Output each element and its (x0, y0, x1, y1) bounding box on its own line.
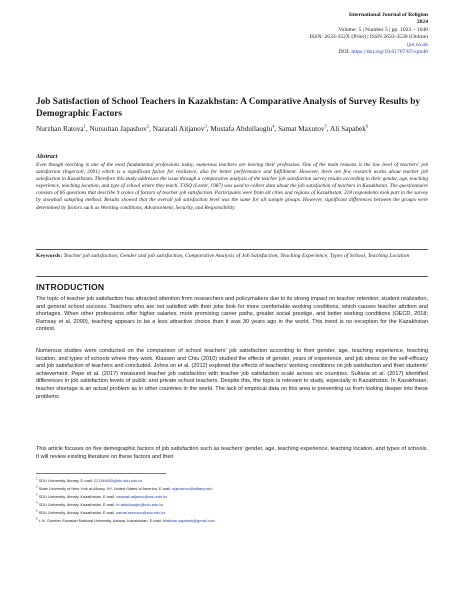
author-affiliation-mark: 1 (83, 123, 86, 129)
footnote (36, 494, 428, 499)
introduction-heading: INTRODUCTION (36, 282, 105, 292)
author-affiliation-mark: 2 (146, 123, 150, 129)
keywords-label: Keywords: (36, 253, 63, 259)
volume-line: Volume: 5 | Number 5 | pp. 1023 – 1040 (338, 26, 428, 33)
intro-paragraph-1: The topic of teacher job satisfaction has attracted attention from researchers and policymakers due to its strong impact on teacher retention, student realization, and general school success. Teachers who are not satisfied with their jobs look for more comfortable working conditions, which causes teacher attrition and shortages. When other professions offer higher salaries, more promising career paths, greater social prestige, and better working conditions (OECD, 2018; Ramsay et al, 2000), teaching appears to be a less attractive choice than it was 30 years ago in the world. This trend is no exception for the Kazakhstan context. (36, 296, 428, 333)
author-affiliation-mark: 4 (272, 123, 275, 129)
footnote-affiliation: SDU University, Almaty, Kazakhstan, E-mail: (38, 510, 117, 516)
author-affiliation-mark: 6 (365, 123, 369, 129)
author-affiliation-mark: 3 (204, 123, 207, 129)
footnote-mark: 2 (36, 484, 38, 489)
doi-line (208, 49, 428, 56)
footnote-email-link[interactable]: samat.maxutov@sdu.edu.kz (116, 510, 166, 516)
footnote-affiliation: SDU University, Almaty, Kazakhstan, E-mail: (38, 502, 117, 508)
footnote-email-link[interactable]: 221346005@stu.sdu.edu.kz (93, 478, 143, 483)
footnote-email-link[interactable]: njapashov@albany.edu (172, 486, 213, 492)
footnote (36, 510, 428, 515)
doi-link[interactable]: https://doi.org/10.61707/07cqrn46 (351, 49, 428, 56)
intro-paragraph-2: Numerous studies were conducted on the comparison of school teachers' job satisfaction according to their gender, age, teaching experience, teaching location, and types of schools where they work. Klassen and Chiu (2010) studied the effects of gender, years of experience, and job stress on the self-efficacy and job satisfaction of teachers and concluded. Johns on et al. (2012) explored the effects of teachers' working conditions on job satisfaction and their students' achievement. Pepe et al. (2017) measured teacher job satisfaction with teacher job satisfaction scale across six countries. Sultana et al. (2017) identified differences in job satisfaction levels of public and private school teachers. Despite this, the topic is relevant to study, especially in Kazakhstan. In Kazakhstan, teacher shortage is an actual problem as in other countries in the world. The lack of empirical data on this area is preventing us from looking deeper into these problems. (36, 348, 428, 400)
keywords (36, 253, 428, 260)
author-list: Nurzhan Ratova$^1$, Nursultan Japashov$^2$, Nazarali Aitjanov$^3$, Mustafa Abdullaoglu$^4$, Samat Maxutov$^5$, Ali Sapabek$^6$ (36, 123, 369, 133)
footnote-mark: 3 (36, 492, 38, 497)
footnote (36, 518, 428, 523)
footnote (36, 478, 428, 483)
paper-title: Job Satisfaction of School Teachers in Kazakhstan: A Comparative Analysis of Survey Results by Demographic Factors (36, 97, 421, 119)
footnote-mark: 5 (36, 509, 38, 514)
journal-header (208, 12, 428, 56)
journal-year: 2024 (416, 19, 428, 26)
author-name: Nazarali Aitjanov (152, 124, 205, 133)
keywords-top-rule (36, 249, 428, 250)
journal-name: International Journal of Religion (348, 12, 428, 18)
footnote-mark: 6 (36, 517, 38, 522)
journal-site-link[interactable]: ijor.co.uk (406, 41, 428, 48)
footnote-mark: 1 (36, 476, 38, 481)
footnote (36, 486, 428, 491)
abstract-text: Even though teaching is one of the most fundamental professions today, numerous teachers are leaving their profession. One of the main reasons is the low level of teachers' job satisfaction (Ingersoll, 2001) which is a significant factor for resilience, also for better performance and fulfillment. However, there are few research works about teacher job satisfaction in Kazakhstan. Therefore this study addresses the issue through a comparative analysis of the teacher job satisfaction survey results according to their gender, age, teaching experience, teaching location, and type of school where they teach. TJSQ (Lester, 1987) was used to collect data about the job satisfaction of teachers in Kazakhstan. The questionnaire consists of 66 questions that describe 9 scales of factors of teacher job satisfaction. Participants were from all cities and regions of Kazakhstan. 318 respondents took part in the survey by snowball sampling method. Results showed that the overall job satisfaction level was the same for all sample groups. However, significant differences between the groups were determined by factors such as Working conditions, Advancement, Security, and Responsibility. (36, 162, 428, 211)
footnote-mark: 4 (36, 500, 38, 505)
footnote-email-link[interactable]: aliakhan.sapabek@gmail.com (162, 518, 215, 524)
footnote-rule (36, 473, 166, 474)
footnote-email-link[interactable]: nazarali.aitjanov@sdu.edu.kz (116, 494, 168, 500)
author-name: Nursultan Japashov (89, 124, 147, 133)
footnote-affiliation: SDU University, Almaty, Kazakhstan, E-mail: (38, 494, 117, 500)
footnotes (36, 478, 428, 527)
doi-label: DOI: (338, 49, 352, 56)
issn-line: ISSN: 2633-352X (Print) | ISSN 2633-3538 (Online) (309, 34, 428, 41)
footnote-affiliation: SDU University, Almaty, E-mail: (38, 478, 94, 483)
intro-paragraph-3: This article focuses on five demographic factors of job satisfaction such as teachers' gender, age, teaching experience, teaching location, and types of schools. It will review existing literature on these factors and their (36, 446, 428, 460)
footnote-email-link[interactable]: m.abdullaoglu@sdu.edu.kz (116, 502, 164, 508)
footnote-affiliation: L.N. Gumilev Eurasian National University, Astana, Kazakhstan, E-mail: (38, 518, 163, 524)
author-name: Ali Sapabek (330, 124, 366, 133)
author-affiliation-mark: 5 (324, 123, 327, 129)
footnote-affiliation: State University of New York at Albany, NY, United States of America, E-mail: (38, 486, 173, 492)
abstract-heading: Abstract (36, 153, 58, 160)
keywords-bottom-rule (36, 276, 428, 277)
keywords-text: Teacher job satisfaction, Gender and job satisfaction, Comparative Analysis of Job Satisfaction, Teaching Experience, Types of School, Teaching Location (62, 253, 410, 259)
author-name: Mustafa Abdullaoglu (210, 124, 273, 133)
footnote (36, 502, 428, 507)
author-name: Samat Maxutov (278, 124, 325, 133)
author-name: Nurzhan Ratova (36, 124, 84, 133)
